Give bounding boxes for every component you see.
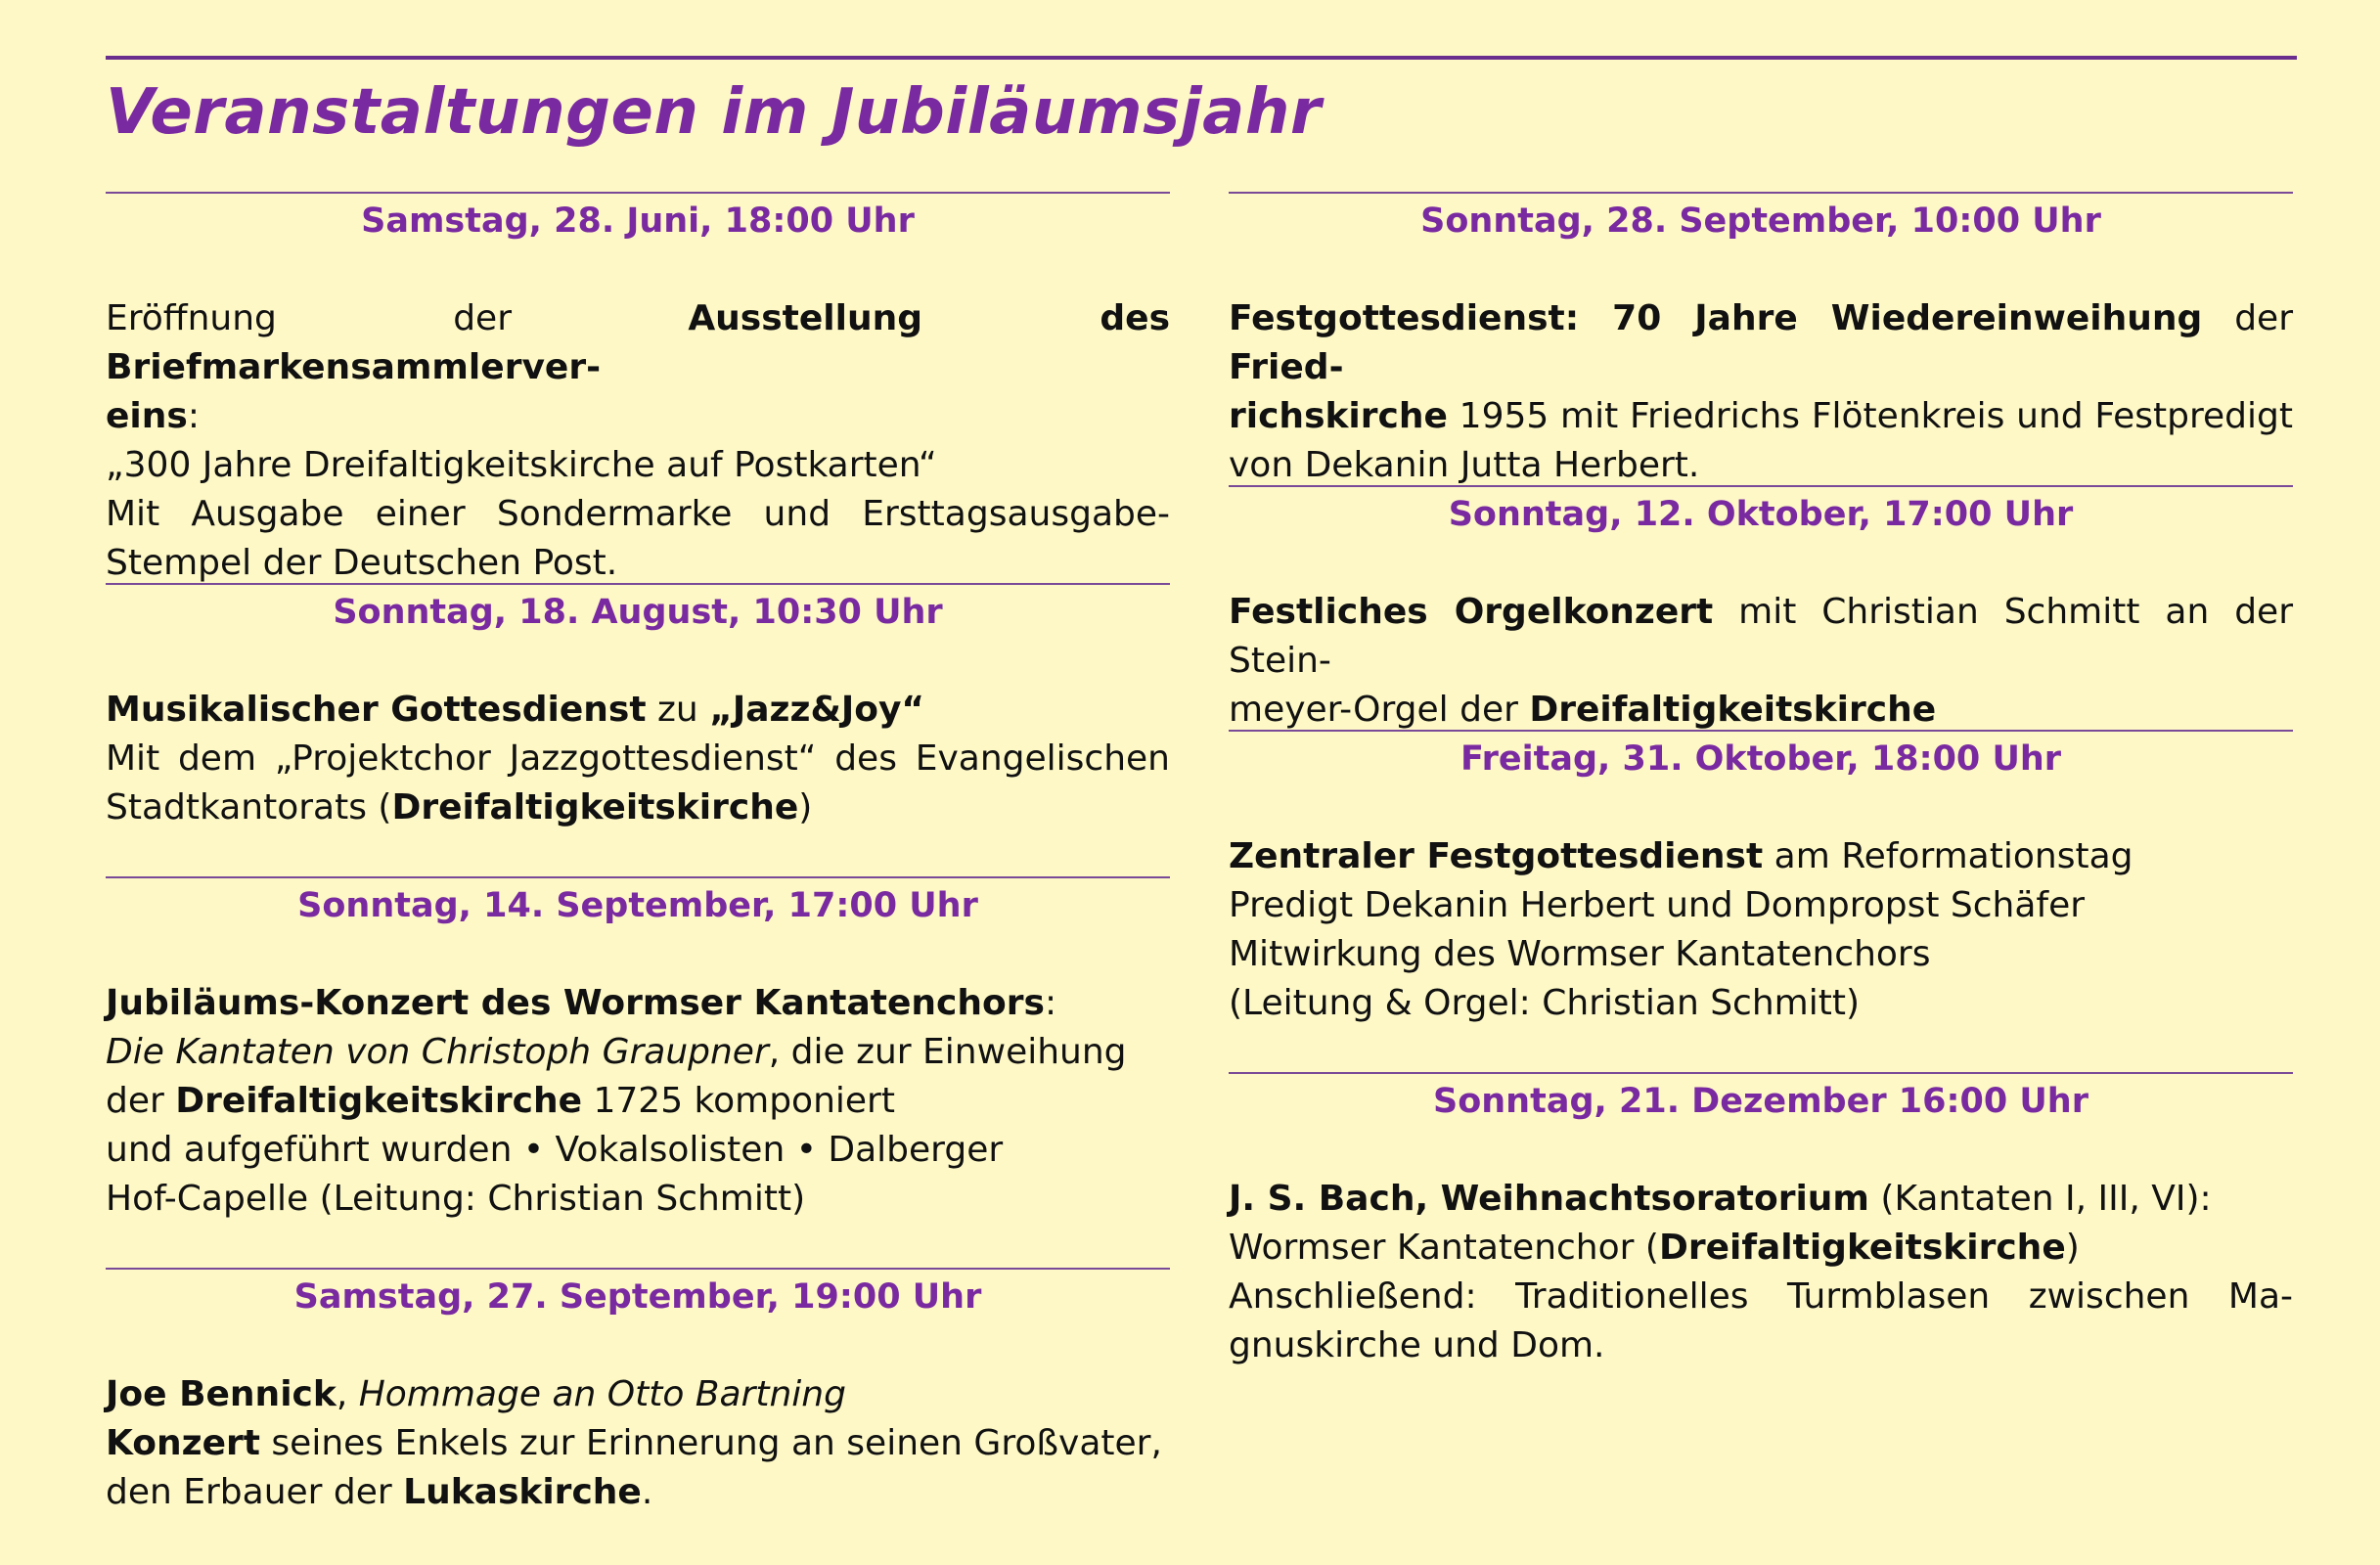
event-body [106, 1370, 1170, 1517]
event-line [1229, 686, 2293, 735]
highlight: Ausstellung des Briefmarkensammlerver- [106, 298, 1171, 387]
event-line: Mitwirkung des Wormser Kantatenchors [1229, 934, 1931, 974]
event-line [106, 1468, 1170, 1517]
event-line: „300 Jahre Dreifaltigkeitskirche auf Postkarten“ [106, 445, 937, 485]
event-line [106, 294, 1170, 392]
top-rule [106, 56, 2297, 60]
highlight: Festgottesdienst: 70 Jahre Wiedereinweihung [1229, 298, 2203, 338]
highlight: Dreifaltigkeitskirche [1529, 690, 1937, 730]
event-5 [1229, 485, 2293, 735]
event-body [106, 294, 1170, 588]
event-date: Sonntag, 12. Oktober, 17:00 Uhr [1448, 495, 2074, 534]
event-rule [106, 876, 1170, 878]
highlight: „Jazz&Joy“ [709, 690, 925, 730]
text: ) [2065, 1228, 2080, 1268]
event-line [106, 1370, 1170, 1419]
text: (Kantaten I, III, VI): [1868, 1179, 2212, 1219]
event-line [1229, 588, 2293, 686]
highlight: eins [106, 396, 188, 436]
event-body [1229, 294, 2293, 490]
event-6 [1229, 730, 2293, 1028]
highlight: Fried- [1229, 347, 1344, 387]
event-date: Samstag, 27. September, 19:00 Uhr [293, 1277, 982, 1317]
text: Eröffnung der [106, 298, 689, 338]
event-date: Sonntag, 28. September, 10:00 Uhr [1420, 201, 2101, 241]
event-4 [1229, 192, 2293, 490]
event-line [106, 1077, 1170, 1126]
event-date: Sonntag, 14. September, 17:00 Uhr [297, 886, 978, 925]
event-line [1229, 832, 2293, 881]
event-line: Mit Ausgabe einer Sondermarke und Ersttagsausgabe- [106, 494, 1170, 534]
text: den Erbauer der [106, 1472, 404, 1512]
event-date: Freitag, 31. Oktober, 18:00 Uhr [1459, 739, 2062, 779]
event-line: Mit dem „Projektchor Jazzgottesdienst“ des Evangelischen [106, 738, 1170, 779]
event-body [106, 686, 1170, 832]
text: meyer-Orgel der [1229, 690, 1530, 730]
page-title: Veranstaltungen im Jubiläumsjahr [106, 76, 1322, 149]
event-line: Predigt Dekanin Herbert und Dompropst Schäfer [1229, 885, 2086, 925]
event-line [106, 979, 1170, 1028]
event-line: (Leitung & Orgel: Christian Schmitt) [1229, 983, 1861, 1023]
event-date: Samstag, 28. Juni, 18:00 Uhr [361, 201, 915, 241]
text: , [336, 1374, 359, 1414]
text: am Reformationstag [1763, 836, 2133, 876]
event-rule [1229, 485, 2293, 487]
text: zu [646, 690, 710, 730]
event-7 [1229, 1072, 2293, 1370]
event-line [106, 783, 1170, 832]
event-line: und aufgeführt wurden • Vokalsolisten • Dalberger [106, 1130, 1004, 1170]
text: Stadtkantorats ( [106, 787, 392, 827]
event-0 [106, 192, 1170, 588]
text: , die zur Einweihung [768, 1032, 1127, 1072]
event-1 [106, 583, 1170, 832]
event-rule [1229, 192, 2293, 194]
highlight: Konzert [106, 1423, 260, 1463]
italic-title: Hommage an Otto Bartning [358, 1374, 846, 1414]
event-line [106, 1419, 1170, 1468]
text: : [1044, 983, 1057, 1023]
event-3 [106, 1268, 1170, 1517]
text: 1955 mit Friedrichs Flötenkreis und Festpredigt [1447, 396, 2293, 436]
text: : [187, 396, 200, 436]
highlight: J. S. Bach, Weihnachtsoratorium [1229, 1179, 1869, 1219]
highlight: Lukaskirche [403, 1472, 642, 1512]
highlight: Festliches Orgelkonzert [1229, 592, 1714, 632]
highlight: Dreifaltigkeitskirche [175, 1081, 583, 1121]
highlight: Joe Bennick [106, 1374, 337, 1414]
highlight: Musikalischer Gottesdienst [106, 690, 647, 730]
text: mit Christian Schmitt an der Stein- [1229, 592, 2293, 681]
event-rule [1229, 1072, 2293, 1074]
event-body [1229, 588, 2293, 735]
event-line [1229, 294, 2293, 392]
text: seines Enkels zur Erinnerung an seinen Großvater, [259, 1423, 1162, 1463]
highlight: Jubiläums-Konzert des Wormser Kantatenchors [106, 983, 1045, 1023]
event-rule [1229, 730, 2293, 732]
event-line [1229, 1175, 2293, 1224]
event-line: gnuskirche und Dom. [1229, 1325, 1605, 1365]
event-line [1229, 1224, 2293, 1273]
event-body [1229, 1175, 2293, 1370]
event-line [106, 1028, 1170, 1077]
event-line [106, 686, 1170, 735]
event-line: Anschließend: Traditionelles Turmblasen zwischen Ma- [1229, 1276, 2293, 1317]
highlight: Zentraler Festgottesdienst [1229, 836, 1764, 876]
event-2 [106, 876, 1170, 1224]
event-date: Sonntag, 18. August, 10:30 Uhr [333, 593, 943, 632]
text: ) [798, 787, 813, 827]
event-line: Hof-Capelle (Leitung: Christian Schmitt) [106, 1179, 806, 1219]
event-line: Stempel der Deutschen Post. [106, 543, 618, 583]
highlight: richskirche [1229, 396, 1448, 436]
event-line [106, 392, 1170, 441]
text: der [2202, 298, 2294, 338]
highlight: Dreifaltigkeitskirche [391, 787, 799, 827]
highlight: Dreifaltigkeitskirche [1658, 1228, 2066, 1268]
event-line [1229, 392, 2293, 441]
event-body [1229, 832, 2293, 1028]
event-rule [106, 583, 1170, 585]
event-body [106, 979, 1170, 1224]
event-rule [106, 1268, 1170, 1270]
italic-title: Die Kantaten von Christoph Graupner [106, 1032, 769, 1072]
event-rule [106, 192, 1170, 194]
text: 1725 komponiert [582, 1081, 895, 1121]
text: Wormser Kantatenchor ( [1229, 1228, 1659, 1268]
text: . [641, 1472, 653, 1512]
event-line: von Dekanin Jutta Herbert. [1229, 445, 1700, 485]
text: der [106, 1081, 176, 1121]
event-date: Sonntag, 21. Dezember 16:00 Uhr [1433, 1082, 2088, 1121]
